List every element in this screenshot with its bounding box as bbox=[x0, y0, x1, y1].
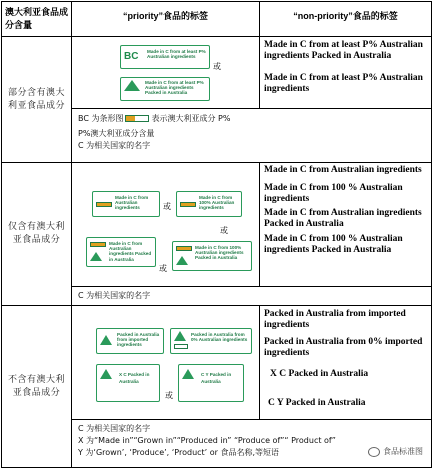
note-line: Y 为‘Grown’, ‘Produce’, ‘Product’ or 食品名称,等短语 bbox=[78, 448, 280, 457]
or-text: 或 bbox=[159, 264, 167, 273]
label-partial-triangle bbox=[120, 77, 210, 101]
kangaroo-triangle-icon bbox=[90, 252, 102, 261]
bar-chart-icon bbox=[176, 246, 192, 251]
label-only-c bbox=[86, 237, 156, 267]
bar-chart-icon bbox=[180, 202, 196, 207]
label-text: Made in C from 100% Australian ingredients Packed in Australia bbox=[195, 245, 244, 261]
or-text: 或 bbox=[163, 202, 171, 211]
notes-none bbox=[72, 420, 432, 468]
nonpriority-item: Made in C from at least P% Australian ingredients Packed in Australia bbox=[264, 40, 423, 61]
nonpriority-item: Packed in Australia from 0% imported ingredients bbox=[264, 337, 423, 358]
kangaroo-triangle-icon bbox=[182, 369, 194, 379]
wechat-icon bbox=[368, 447, 380, 457]
nonpriority-partial bbox=[260, 37, 432, 109]
nonpriority-item: Made in C from Australian ingredients Packed in Australia bbox=[264, 208, 422, 229]
label-text: Packed in Australia from imported ingredients bbox=[117, 332, 160, 348]
kangaroo-triangle-icon bbox=[124, 80, 140, 91]
kangaroo-triangle-icon bbox=[100, 335, 112, 345]
note-line: C 为相关国家的名字 bbox=[78, 424, 151, 433]
nonpriority-item: C Y Packed in Australia bbox=[268, 398, 366, 408]
nonpriority-item: Made in C from 100 % Australian ingredients bbox=[264, 183, 403, 204]
label-none-a bbox=[96, 328, 164, 354]
label-text: C Y Packed in Australia bbox=[201, 372, 232, 384]
note-line: BC 为条形图 表示澳大利亚成分 P% bbox=[78, 114, 231, 123]
nonpriority-item: X C Packed in Australia bbox=[270, 369, 369, 379]
nonpriority-item: Packed in Australia from imported ingredients bbox=[264, 309, 406, 330]
note-line: P%澳大利亚成分含量 bbox=[78, 129, 155, 138]
label-none-d bbox=[178, 364, 244, 402]
or-text: 或 bbox=[220, 226, 228, 235]
priority-labels-partial bbox=[72, 37, 260, 109]
bar-chart-icon bbox=[125, 115, 149, 122]
kangaroo-triangle-icon bbox=[100, 369, 112, 379]
label-none-c bbox=[96, 364, 160, 402]
header-ingredient-content: 澳大利亚食品成分含量 bbox=[2, 2, 72, 37]
or-text: 或 bbox=[213, 62, 221, 71]
bc-mark: BC bbox=[124, 51, 139, 62]
condition-partial: 部分含有澳大利亚食品成分 bbox=[2, 37, 72, 163]
label-text: Made in C from Australian ingredients Packed in Australia bbox=[109, 241, 152, 262]
nonpriority-item: Made in C from at least P% Australian ingredients bbox=[264, 73, 423, 94]
labelling-table bbox=[1, 1, 432, 468]
kangaroo-triangle-icon bbox=[176, 256, 188, 265]
kangaroo-triangle-icon bbox=[174, 331, 186, 341]
notes-partial bbox=[72, 109, 432, 163]
or-text: 或 bbox=[165, 391, 173, 400]
bar-chart-icon bbox=[96, 202, 112, 207]
label-text: Packed in Australia from 0% Australian ingredients bbox=[191, 332, 248, 343]
condition-none: 不含有澳大利亚食品成分 bbox=[2, 306, 72, 468]
label-text: X C Packed in Australia bbox=[119, 372, 150, 384]
label-only-d bbox=[172, 241, 252, 271]
nonpriority-only bbox=[260, 163, 432, 287]
nonpriority-item: Made in C from Australian ingredients bbox=[264, 165, 422, 175]
label-text: Made in C from at least P% Australian ingredients Packed in Australia bbox=[145, 80, 204, 96]
bar-chart-icon bbox=[174, 344, 188, 349]
watermark: 食品标准图 bbox=[365, 445, 426, 458]
notes-only: C 为相关国家的名字 bbox=[72, 287, 432, 306]
header-nonpriority-label: “non-priority”食品的标签 bbox=[260, 2, 432, 37]
nonpriority-none bbox=[260, 306, 432, 420]
priority-labels-only bbox=[72, 163, 260, 287]
nonpriority-item: Made in C from 100 % Australian ingredients Packed in Australia bbox=[264, 234, 403, 255]
label-only-b bbox=[176, 191, 242, 217]
label-text: Made in C from at least P% Australian ingredients bbox=[147, 49, 206, 60]
label-none-b bbox=[170, 328, 252, 354]
label-partial-bc bbox=[120, 45, 210, 69]
priority-labels-none bbox=[72, 306, 260, 420]
condition-only: 仅含有澳大利亚食品成分 bbox=[2, 163, 72, 306]
header-priority-label: “priority”食品的标签 bbox=[72, 2, 260, 37]
label-text: Made in C from 100% Australian ingredients bbox=[199, 195, 235, 211]
label-text: Made in C from Australian ingredients bbox=[115, 195, 149, 211]
bar-chart-icon bbox=[90, 242, 106, 247]
note-line: C 为相关国家的名字 bbox=[78, 141, 151, 150]
label-only-a bbox=[92, 191, 160, 217]
note-line: X 为“Made in”“Grown in”“Produced in” “Produce of”“ Product of” bbox=[78, 436, 336, 445]
